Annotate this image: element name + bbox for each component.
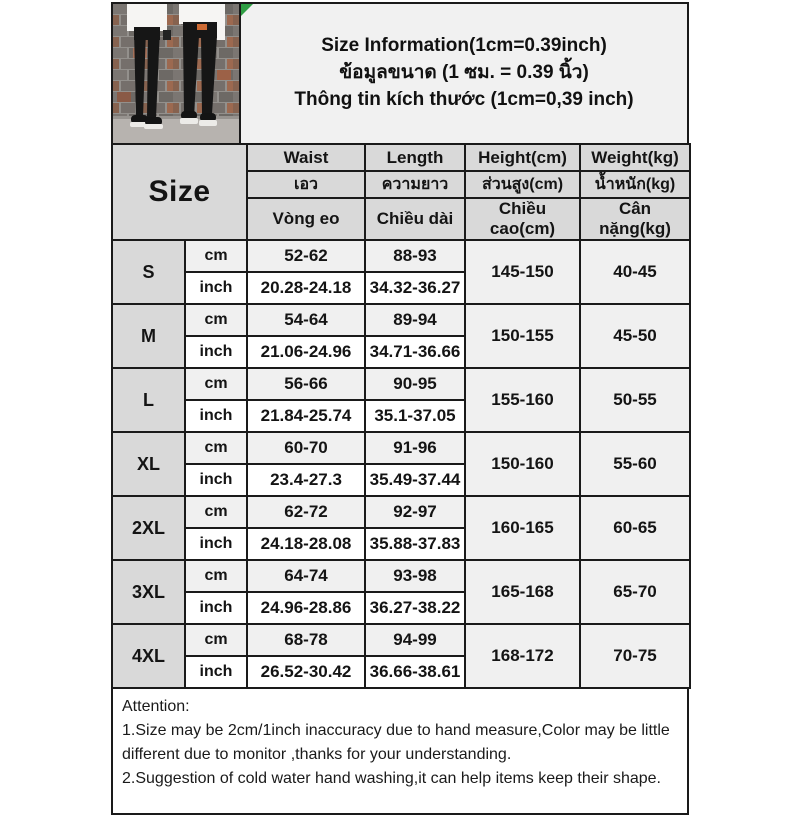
length-inch-value: 34.32-36.27 bbox=[365, 272, 465, 304]
height-value: 160-165 bbox=[465, 496, 580, 560]
title-english: Size Information(1cm=0.39inch) bbox=[321, 35, 607, 57]
height-value: 155-160 bbox=[465, 368, 580, 432]
size-label: 3XL bbox=[112, 560, 185, 624]
unit-label-inch: inch bbox=[185, 336, 247, 368]
header-band bbox=[111, 2, 689, 145]
size-label: 4XL bbox=[112, 624, 185, 688]
unit-label-cm: cm bbox=[185, 240, 247, 272]
weight-value: 45-50 bbox=[580, 304, 690, 368]
col-header-weight-th: น้ำหนัก(kg) bbox=[580, 171, 690, 198]
unit-label-inch: inch bbox=[185, 592, 247, 624]
waist-inch-value: 24.96-28.86 bbox=[247, 592, 365, 624]
cell-corner-marker-icon bbox=[241, 4, 253, 16]
unit-label-cm: cm bbox=[185, 496, 247, 528]
col-header-height-en: Height(cm) bbox=[465, 144, 580, 171]
size-label: L bbox=[112, 368, 185, 432]
waist-inch-value: 24.18-28.08 bbox=[247, 528, 365, 560]
size-label: 2XL bbox=[112, 496, 185, 560]
height-value: 145-150 bbox=[465, 240, 580, 304]
weight-value: 65-70 bbox=[580, 560, 690, 624]
col-header-weight-en: Weight(kg) bbox=[580, 144, 690, 171]
attention-note-2: 2.Suggestion of cold water hand washing,it can help items keep their shape. bbox=[122, 770, 661, 787]
length-cm-value: 90-95 bbox=[365, 368, 465, 400]
col-header-waist-en: Waist bbox=[247, 144, 365, 171]
product-photo bbox=[113, 4, 241, 143]
attention-notes bbox=[111, 687, 689, 815]
unit-label-cm: cm bbox=[185, 560, 247, 592]
col-header-length-en: Length bbox=[365, 144, 465, 171]
waist-inch-value: 26.52-30.42 bbox=[247, 656, 365, 688]
waist-cm-value: 68-78 bbox=[247, 624, 365, 656]
waist-cm-value: 62-72 bbox=[247, 496, 365, 528]
title-thai: ข้อมูลขนาด (1 ซม. = 0.39 นิ้ว) bbox=[339, 62, 589, 84]
weight-value: 70-75 bbox=[580, 624, 690, 688]
length-inch-value: 35.49-37.44 bbox=[365, 464, 465, 496]
unit-label-inch: inch bbox=[185, 272, 247, 304]
attention-note-1: 1.Size may be 2cm/1inch inaccuracy due to hand measure,Color may be little different due to monitor ,thanks for your understanding. bbox=[122, 722, 670, 763]
weight-value: 55-60 bbox=[580, 432, 690, 496]
col-header-height-th: ส่วนสูง(cm) bbox=[465, 171, 580, 198]
length-cm-value: 89-94 bbox=[365, 304, 465, 336]
unit-label-cm: cm bbox=[185, 624, 247, 656]
product-photo-graphic bbox=[113, 4, 239, 143]
height-value: 168-172 bbox=[465, 624, 580, 688]
unit-label-cm: cm bbox=[185, 304, 247, 336]
height-value: 165-168 bbox=[465, 560, 580, 624]
col-header-length-vi: Chiều dài bbox=[365, 198, 465, 240]
weight-value: 40-45 bbox=[580, 240, 690, 304]
unit-label-cm: cm bbox=[185, 432, 247, 464]
weight-value: 50-55 bbox=[580, 368, 690, 432]
length-inch-value: 36.66-38.61 bbox=[365, 656, 465, 688]
size-label: M bbox=[112, 304, 185, 368]
height-value: 150-155 bbox=[465, 304, 580, 368]
size-information-title-cell bbox=[241, 4, 687, 143]
weight-value: 60-65 bbox=[580, 496, 690, 560]
unit-label-inch: inch bbox=[185, 400, 247, 432]
unit-label-inch: inch bbox=[185, 656, 247, 688]
length-inch-value: 35.88-37.83 bbox=[365, 528, 465, 560]
waist-inch-value: 21.84-25.74 bbox=[247, 400, 365, 432]
col-header-waist-th: เอว bbox=[247, 171, 365, 198]
size-table bbox=[111, 143, 691, 689]
col-header-height-vi: Chiều cao(cm) bbox=[465, 198, 580, 240]
size-label: XL bbox=[112, 432, 185, 496]
size-header-cell: Size bbox=[112, 144, 247, 240]
col-header-length-th: ความยาว bbox=[365, 171, 465, 198]
waist-cm-value: 56-66 bbox=[247, 368, 365, 400]
waist-cm-value: 64-74 bbox=[247, 560, 365, 592]
size-chart-sheet bbox=[111, 2, 689, 815]
col-header-waist-vi: Vòng eo bbox=[247, 198, 365, 240]
waist-cm-value: 52-62 bbox=[247, 240, 365, 272]
unit-label-cm: cm bbox=[185, 368, 247, 400]
waist-cm-value: 60-70 bbox=[247, 432, 365, 464]
title-vietnamese: Thông tin kích thước (1cm=0,39 inch) bbox=[294, 88, 634, 110]
unit-label-inch: inch bbox=[185, 464, 247, 496]
size-label: S bbox=[112, 240, 185, 304]
length-inch-value: 35.1-37.05 bbox=[365, 400, 465, 432]
waist-inch-value: 20.28-24.18 bbox=[247, 272, 365, 304]
waist-inch-value: 21.06-24.96 bbox=[247, 336, 365, 368]
length-cm-value: 93-98 bbox=[365, 560, 465, 592]
length-cm-value: 88-93 bbox=[365, 240, 465, 272]
height-value: 150-160 bbox=[465, 432, 580, 496]
waist-inch-value: 23.4-27.3 bbox=[247, 464, 365, 496]
waist-cm-value: 54-64 bbox=[247, 304, 365, 336]
unit-label-inch: inch bbox=[185, 528, 247, 560]
length-inch-value: 36.27-38.22 bbox=[365, 592, 465, 624]
col-header-weight-vi: Cân nặng(kg) bbox=[580, 198, 690, 240]
length-cm-value: 94-99 bbox=[365, 624, 465, 656]
length-inch-value: 34.71-36.66 bbox=[365, 336, 465, 368]
attention-heading: Attention: bbox=[122, 698, 190, 715]
length-cm-value: 92-97 bbox=[365, 496, 465, 528]
length-cm-value: 91-96 bbox=[365, 432, 465, 464]
